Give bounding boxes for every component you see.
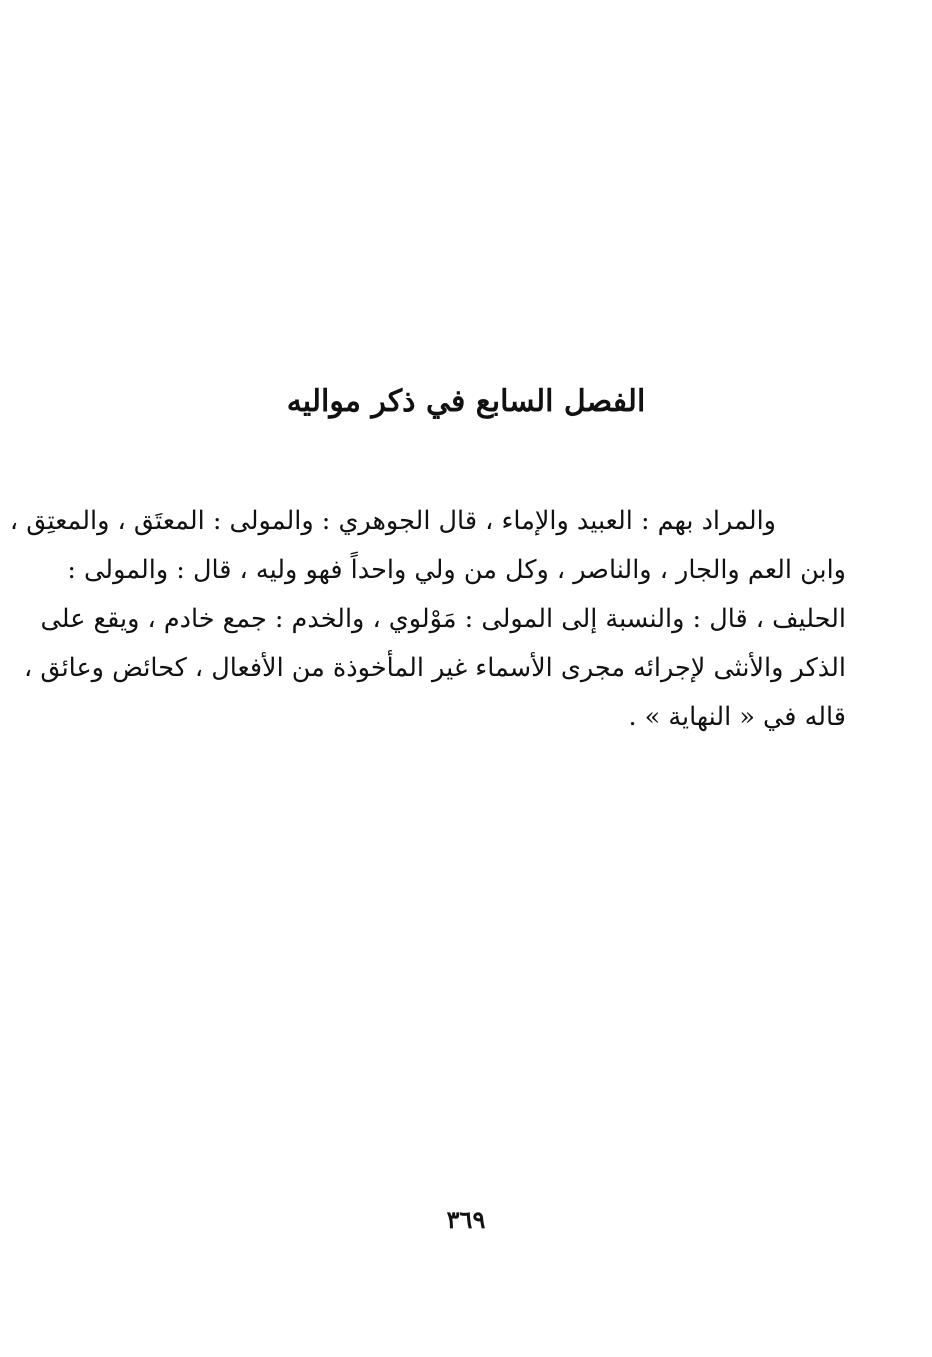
page-number: ٣٦٩ [446,1205,486,1234]
paragraph-line: والمراد بهم : العبيد والإماء ، قال الجوهري : والمولى : المعتَق ، والمعتِق ، [9,506,776,536]
paragraph-line: قاله في « النهاية » . [628,702,846,732]
paragraph-line: وابن العم والجار ، والناصر ، وكل من ولي واحداً فهو وليه ، قال : والمولى : [67,555,846,585]
chapter-title: الفصل السابع في ذكر مواليه [286,384,646,419]
paragraph-line: الذكر والأنثى لإجرائه مجرى الأسماء غير المأخوذة من الأفعال ، كحائض وعائق ، [23,653,846,683]
body-paragraph [9,497,846,742]
paragraph-line: الحليف ، قال : والنسبة إلى المولى : مَوْلوي ، والخدم : جمع خادم ، ويقع على [40,604,846,634]
